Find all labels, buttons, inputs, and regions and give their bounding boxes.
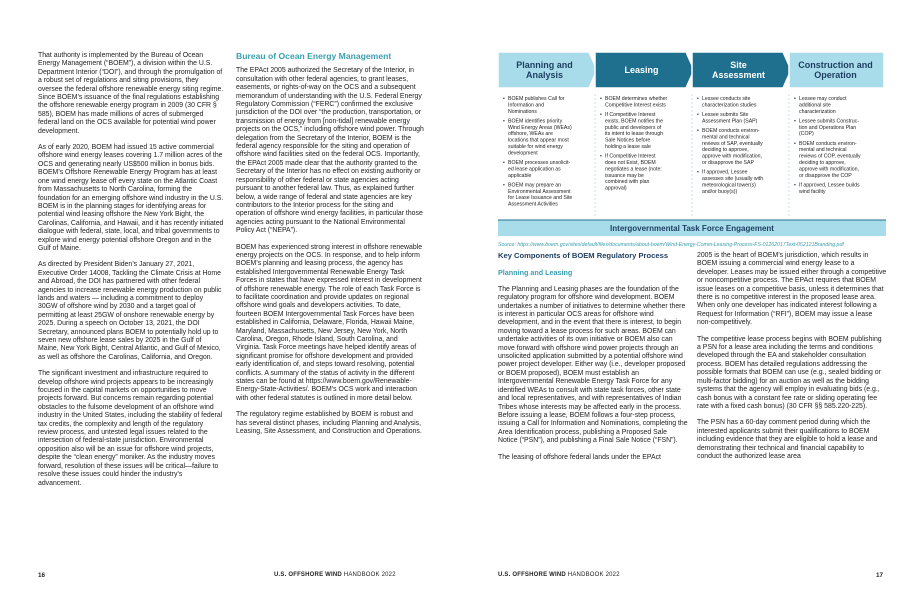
footer-title-left (274, 572, 396, 578)
bullet-dot: • (794, 182, 796, 189)
bullet-text: assesses site (usually with (702, 176, 764, 182)
bullet-text: Lessee conducts site (702, 96, 751, 102)
bullet-dot: • (600, 153, 602, 160)
bullet-text: BOEM processes unsolicit- (508, 160, 571, 166)
bullet-text: reviews of COP, eventually (799, 153, 861, 160)
bullet-text: BOEM determines whether (605, 96, 668, 102)
bullet-text: Environmental Assessment (508, 188, 571, 195)
bullet-text: Wind Energy Areas (WEAs) (508, 124, 572, 131)
footer-title-rest: HANDBOOK 2022 (565, 572, 620, 578)
right-column-2 (697, 252, 887, 469)
bullet-text: deciding to approve, (799, 160, 846, 166)
bullet-text: ed lease application as (508, 166, 561, 173)
bullet-dot: • (794, 118, 796, 125)
bullet-text: reviews of SAP, eventually (702, 140, 763, 147)
bullet-text: characterization studies (702, 102, 757, 109)
paragraph: That authority is implemented by the Bureau of Ocean Energy Management (“BOEM”), a division within the U.S. Department Interior (“DOI”), and through the promulgation of a robust set of regulations and siting provisions, they oversee the federal offshore renewable energy siting regime. Since BOEM’s issuance of the final regulations establishing the offshore renewable energy program in 2009 (30 CFR § 585), BOEM has made millions of acres of submerged federal land on the OCS available for potential wind power development. (38, 52, 224, 135)
paragraph: The significant investment and infrastructure required to develop offshore wind projects appears to be increasingly focused in the capital markets on opportunities to move projects forward. But concerns remain regarding potential obstacles to the fulsome development of an offshore wind industry in the United States, including the stability of federal tax credits, the complexity and length of the regulatory review process, and untested legal issues related to the intersection of federal-state jurisdiction. Environmental opposition also will be an issue for offshore wind projects, despite the “clean energy” moniker. As the industry moves forward, resolution of these issues will be critical—failure to resolve these issues could hinder the industry’s advancement. (38, 370, 223, 487)
bullet-text: BOEM publishes Call for (508, 96, 565, 102)
bullet-text: offshore, WEAs are (508, 131, 553, 138)
bullet-text: wind facility (799, 188, 826, 195)
bullet-text: BOEM conducts environ- (799, 140, 857, 147)
left-column-1 (38, 52, 224, 496)
banner-label: Intergovernmental Task Force Engagement (610, 224, 774, 233)
bullet-text: If Competitive Interest (605, 153, 656, 160)
diagram-source-caption: Source: https://www.boem.gov/sites/default/files/documents/about-boem/Wind-Energy-Comm-Leasing-Process-FS-01262017Text-052121Branding.pdf (498, 242, 844, 248)
bullet-text: approval) (605, 185, 627, 192)
bullet-text: BOEM conducts environ- (702, 128, 760, 134)
paragraph: BOEM has experienced strong interest in offshore renewable energy projects on the OCS. In response, and to help inform BOEM’s planning and leasing process, the agency has established Intergovernmental Renewable Energy Task Forces in states that have expressed interest in development of offshore renewable energy. The role of each Task Force is to facilitate coordination and provide updates on regional offshore wind goals and developers activities. To date, fourteen BOEM Intergovernmental Task Forces have been established in California, Delaware, Florida, Hawaii Maine, Maryland, Massachusetts, New Jersey, New York, North Carolina, Oregon, Rhode Island, South Carolina, and Virginia. Task Force meetings have helped identify areas of significant promise for offshore development and provided early identification of, and steps toward resolving, potential conflicts. A summary of the status of activity in the different states can be found at https://www.boem.gov/Renewable-Energy-State-Activities/. BOEM’s OCS work and interaction with other federal statutes is outlined in more detail below. (236, 243, 423, 402)
bullet-text: does not Exist, BOEM (605, 160, 656, 166)
bullet-dot: • (697, 112, 699, 118)
bullet-text: locations that appear most (508, 137, 569, 144)
bullet-text: applicable (508, 172, 532, 179)
bullet-text: public and developers of (605, 124, 662, 131)
bullet-text: issuance may be (605, 172, 644, 179)
bullet-text: approve with modification, (799, 166, 859, 173)
bullet-text: additional site (799, 102, 831, 109)
bullet-text: meteorological tower(s) (702, 182, 756, 189)
bullet-text: for Lease Issuance and Site (508, 195, 573, 202)
paragraph: The Planning and Leasing phases are the foundation of the regulatory program for offshore wind development. BOEM undertakes a number of initiatives to determine whether there is interest in particular OCS areas for offshore wind development, and in the event that there is interest, to begin moving toward a lease process for such areas. BOEM can undertake activities of its own initiative or BOEM also can move forward with offshore wind power projects through an unsolicited application submitted by a potential offshore wind power project developer. Either way (i.e., developer proposed or BOEM proposed), BOEM must establish an Intergovernmental Renewable Energy Task Force for any identified WEAs to consult with state task forces, other state and local representatives, and with representatives of Indian Tribes whose interests may be affected early in the process. Before issuing a lease, BOEM follows a four-step process, issuing a Call for Information and Nominations, completing the Area Identification process, publishing a Proposed Sale Notice (“PSN”), and publishing a Final Sale Notice (“FSN”). (498, 285, 688, 445)
section-heading-key-components: Key Components of BOEM Regulatory Process (498, 251, 669, 260)
bullet-text: or disapprove the COP (799, 172, 852, 179)
stage-label: Leasing (624, 65, 659, 75)
bullet-text: Lessee submits Construc- (799, 118, 859, 125)
section-heading-boem: Bureau of Ocean Energy Management (236, 51, 392, 61)
footer-title-bold: U.S. OFFSHORE WIND (274, 572, 342, 578)
bullet-text: mental and technical (799, 147, 847, 154)
bullet-text: tion and Operations Plan (799, 124, 857, 131)
bullet-dot: • (794, 140, 796, 147)
paragraph: 2005 is the heart of BOEM’s jurisdiction, which results in BOEM issuing a commercial wind energy lease to a developer. Leases may be issued either through a competitive or noncompetitive process. The EPAct requires that BOEM issue leases on a competitive basis, unless it determines that there is no competitive interest in the proposed lease area. When only one developer has indicated interest following a Request for Information (“RFI”), BOEM may issue a lease non-competitively. (697, 252, 887, 327)
bullet-text: Assessment Plan (SAP) (702, 118, 758, 125)
boem-process-diagram (498, 52, 886, 240)
bullet-text: suitable for wind energy (508, 144, 563, 150)
footer-title-rest: HANDBOOK 2022 (341, 572, 396, 578)
bullet-dot: • (503, 118, 505, 125)
stage-label: Planning and (516, 60, 573, 70)
bullet-text: Lessee submits Site (702, 112, 749, 118)
bullet-text: BOEM may prepare an (508, 182, 562, 189)
bullet-text: its intent to lease through (605, 131, 663, 138)
bullet-text: or disapprove the SAP (702, 160, 754, 166)
stage-label: Construction and (798, 60, 873, 70)
footer-title-bold: U.S. OFFSHORE WIND (498, 572, 566, 578)
bullet-text: BOEM identifies priority (508, 118, 563, 125)
bullet-text: Assessment Activities (508, 201, 558, 208)
bullet-text: Nominations (508, 108, 537, 115)
bullet-text: If Competitive Interest (605, 112, 656, 118)
paragraph: The EPAct 2005 authorized the Secretary of the Interior, in consultation with other federal agencies, to grant leases, easements, or rights-of-way on the OCS and a subsequent memorandum of understanding with the U.S. Federal Energy Regulatory Commission (“FERC”) confirmed the exclusive jurisdiction of the DOI over “the production, transportation, or transmission of energy from [non-tidal] renewable energy projects on the OCS,” including offshore wind power. Through delegation from the Secretary of the Interior, BOEM is the federal agency responsible for the siting and operation of offshore wind facilities sited on the federal OCS. Importantly, the EPAct 2005 made clear that the authority granted to the Secretary of the Interior has no effect on existing authority or responsibility of other federal or state agencies acting pursuant to another federal law. Thus, as explained further below, a wide range of federal and state agencies are key contributors to the Interior process for the siting and operation of offshore wind energy facilities, in particular those agencies acting pursuant to the National Environmental Policy Act (“NEPA”). (236, 67, 424, 235)
footer-title-right (498, 572, 620, 578)
stage-label: Site (730, 60, 747, 70)
bullet-text: approve with modification, (702, 153, 762, 160)
bullet-dot: • (794, 96, 796, 102)
bullet-text: and/or buoy(s)) (702, 188, 738, 195)
paragraph: As of early 2020, BOEM had issued 15 active commercial offshore wind energy leases covering 1.7 million acres of the OCS and generating nearly US$500 million in bonus bids. BOEM’s Offshore Renewable Energy Program has at least one wind energy lease off every state on the Atlantic Coast from Massachusetts to North Carolina, forming the foundation for an emerging offshore wind industry in the U.S. BOEM is in the planning stages for identifying areas for potential wind leasing offshore the New York Bight, the Carolinas, California, and Hawaii, and it has recently initiated dialogue with federal, state, local, and tribal governments to explore wind energy potential offshore Oregon and in the Gulf of Maine. (38, 144, 224, 252)
paragraph: The PSN has a 60-day comment period during which the interested applicants submit their qualifications to BOEM including evidence that they are eligible to hold a lease and demonstrating their technical and financial capability to conduct the authorized lease area (697, 419, 878, 460)
bullet-dot: • (697, 128, 699, 134)
paragraph: The regulatory regime established by BOEM is robust and has several distinct phases, including Planning and Analysis, Leasing, Site Assessment, and Construction and Operations. (236, 411, 422, 436)
bullet-dot: • (600, 112, 602, 118)
paragraph: The leasing of offshore federal lands under the EPAct (498, 453, 661, 461)
bullet-dot: • (697, 169, 699, 176)
page-number-right: 17 (876, 572, 884, 579)
paragraph: As directed by President Biden’s January 27, 2021, Executive Order 14008, Tackling the Climate Crisis at Home and Abroad, the DOI has partnered with other federal agencies to increase renewable energy production on public lands and waters — including a commitment to deploy 30GW of offshore wind by 2030 and a target goal of permitting at least 25GW of onshore renewable energy by 2025. During a speech on October 13, 2021, the DOI Secretary, announced plans BOEM to potentially hold up to seven new offshore lease sales by 2025 in the Gulf of Maine, New York Bight, Central Atlantic, and Gulf of Mexico, as well as offshore the Carolinas, California, and Oregon. (38, 261, 222, 361)
bullet-text: exists, BOEM notifies the (605, 118, 663, 125)
bullet-text: Information and (508, 102, 545, 109)
bullet-dot: • (503, 182, 505, 189)
paragraph: The competitive lease process begins with BOEM publishing a PSN for a lease area including the terms and conditions developed through the EA and stakeholder consultation process. BOEM has detailed regulations addressing the possible formats that BOEM can use (e.g., sealed bidding or multi-factor bidding) for an auction as well as the bidding systems that the agency will employ in evaluating bids (e.g., cash bonus with a constant fee rate or sliding operating fee rate with a fixed cash bonus) (30 CFR §§ 585.220-225). (697, 335, 882, 410)
bullet-text: mental and technical (702, 134, 750, 141)
bullet-text: combined with plan (605, 179, 650, 186)
bullet-text: negotiates a lease (note: (605, 166, 662, 173)
subheading-planning-leasing: Planning and Leasing (498, 268, 573, 278)
bullet-text: deciding to approve, (702, 147, 749, 154)
bullet-text: Lessee may conduct (799, 96, 847, 102)
bullet-text: Competitive Interest exists (605, 102, 666, 109)
bullet-dot: • (697, 96, 699, 102)
bullet-text: characterization (799, 108, 836, 115)
bullet-text: development (508, 150, 538, 157)
left-column-2 (236, 52, 424, 444)
stage-label: Operation (814, 70, 857, 80)
bullet-text: If approved, Lessee builds (799, 182, 860, 189)
bullet-text: (COP) (799, 131, 814, 138)
bullet-text: Sale Notices before (605, 137, 651, 144)
page-number-left: 16 (38, 572, 46, 579)
stage-label: Assessment (711, 70, 766, 80)
stage-label: Analysis (525, 70, 564, 80)
bullet-dot: • (600, 96, 602, 102)
bullet-text: holding a lease sale (605, 144, 651, 150)
bullet-dot: • (503, 160, 505, 166)
bullet-text: If approved, Lessee (702, 169, 748, 176)
right-column-1 (498, 252, 688, 470)
bullet-dot: • (503, 96, 505, 102)
